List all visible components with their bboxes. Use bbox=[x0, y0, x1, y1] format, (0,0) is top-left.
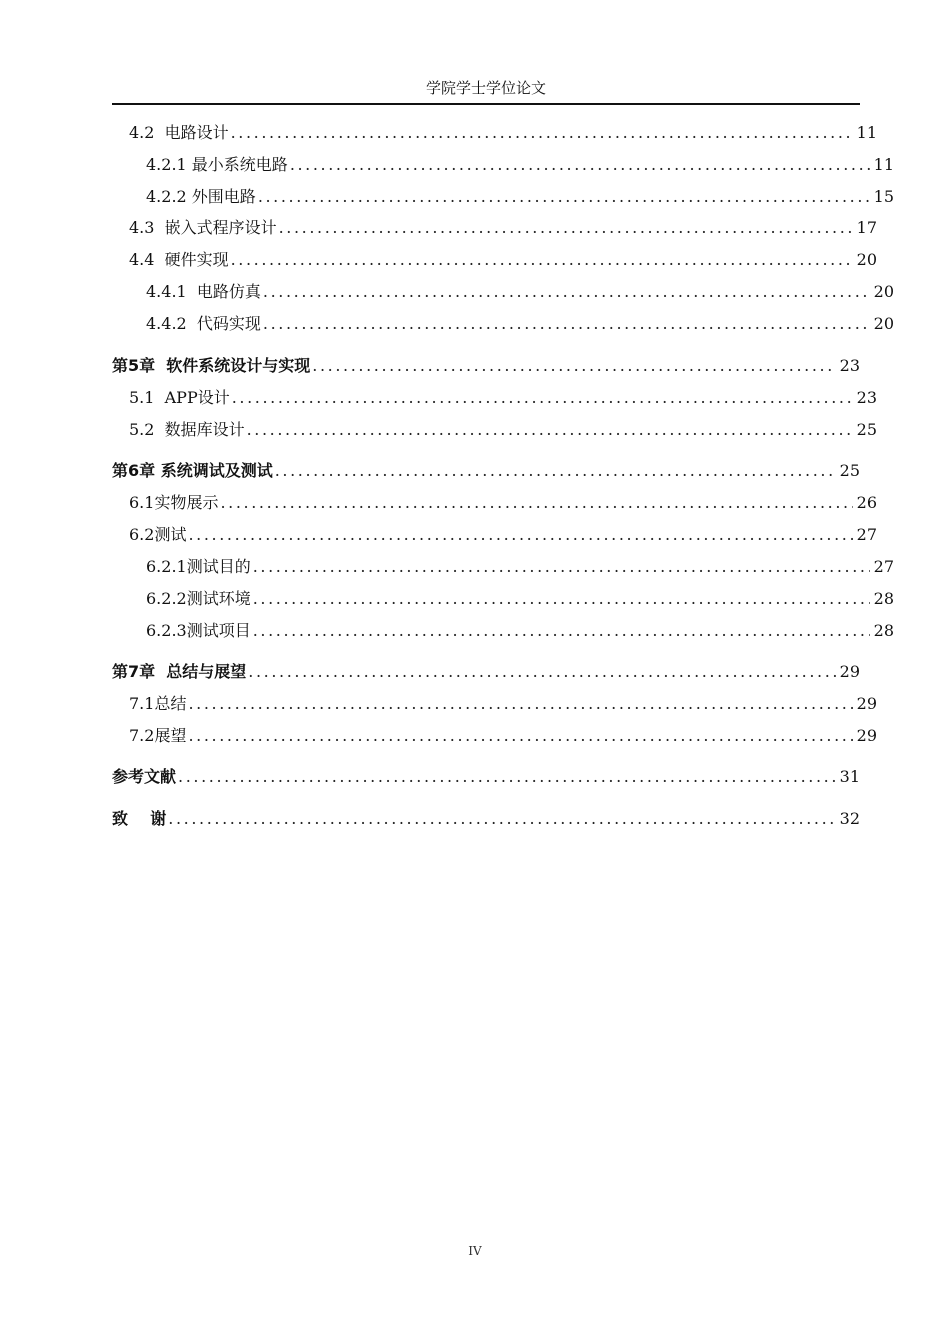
toc-entry[interactable] bbox=[112, 554, 894, 578]
toc-entry-page: 25 bbox=[856, 420, 877, 439]
toc-entry[interactable] bbox=[112, 522, 877, 546]
toc-leader bbox=[258, 186, 870, 208]
toc-entry-label: 5.1 APP设计 bbox=[129, 388, 230, 407]
toc-entry-page: 29 bbox=[856, 726, 877, 745]
toc-entry-label: 4.4 硬件实现 bbox=[129, 250, 229, 269]
toc-entry-label: 6.2.2测试环境 bbox=[146, 589, 251, 608]
toc-entry[interactable] bbox=[112, 618, 894, 642]
toc-entry-label: 第5章 软件系统设计与实现 bbox=[112, 356, 311, 375]
toc-leader bbox=[290, 154, 870, 176]
toc-entry-label: 4.3 嵌入式程序设计 bbox=[129, 218, 277, 237]
toc-chapter-entry[interactable] bbox=[112, 458, 860, 482]
toc-leader bbox=[168, 808, 835, 830]
toc-entry-page: 31 bbox=[839, 767, 860, 786]
toc-entry-label: 4.2.1 最小系统电路 bbox=[146, 155, 288, 174]
toc-entry[interactable] bbox=[112, 385, 877, 409]
toc-entry-label: 参考文献 bbox=[112, 767, 177, 786]
toc-chapter-entry[interactable] bbox=[112, 806, 860, 830]
toc-entry-label: 4.4.2 代码实现 bbox=[146, 314, 261, 333]
toc-entry-page: 27 bbox=[856, 525, 877, 544]
toc-entry-label: 7.1总结 bbox=[129, 694, 187, 713]
toc-leader bbox=[220, 492, 852, 514]
toc-leader bbox=[178, 766, 836, 788]
toc-leader bbox=[231, 249, 853, 271]
toc-entry-page: 23 bbox=[839, 356, 860, 375]
toc-leader bbox=[312, 355, 835, 377]
toc-entry-label: 6.2测试 bbox=[129, 525, 187, 544]
toc-entry-page: 28 bbox=[873, 621, 894, 640]
toc-entry-page: 20 bbox=[873, 282, 894, 301]
toc-leader bbox=[263, 281, 870, 303]
toc-entry[interactable] bbox=[112, 311, 894, 335]
toc-entry-page: 25 bbox=[839, 461, 860, 480]
toc-entry-page: 17 bbox=[856, 218, 877, 237]
toc-entry-page: 32 bbox=[839, 809, 860, 828]
toc-entry-label: 致 谢 bbox=[112, 809, 167, 828]
toc-entry[interactable] bbox=[112, 691, 877, 715]
toc-entry[interactable] bbox=[112, 152, 894, 176]
toc-entry[interactable] bbox=[112, 215, 877, 239]
toc-entry-page: 27 bbox=[873, 557, 894, 576]
toc-entry-label: 4.4.1 电路仿真 bbox=[146, 282, 261, 301]
toc-entry-page: 20 bbox=[856, 250, 877, 269]
toc-entry-label: 4.2.2 外围电路 bbox=[146, 187, 256, 206]
toc-entry-label: 5.2 数据库设计 bbox=[129, 420, 245, 439]
toc-entry-page: 29 bbox=[856, 694, 877, 713]
header-rule bbox=[112, 103, 860, 105]
toc-entry-page: 23 bbox=[856, 388, 877, 407]
toc-entry-label: 第7章 总结与展望 bbox=[112, 662, 247, 681]
toc-entry-label: 4.2 电路设计 bbox=[129, 123, 229, 142]
toc-entry[interactable] bbox=[112, 184, 894, 208]
toc-leader bbox=[188, 524, 852, 546]
toc-entry-page: 29 bbox=[839, 662, 860, 681]
toc-entry-label: 7.2展望 bbox=[129, 726, 187, 745]
toc-leader bbox=[275, 460, 836, 482]
toc-entry-page: 20 bbox=[873, 314, 894, 333]
toc-chapter-entry[interactable] bbox=[112, 659, 860, 683]
toc-chapter-entry[interactable] bbox=[112, 353, 860, 377]
toc-entry[interactable] bbox=[112, 417, 877, 441]
toc-leader bbox=[253, 620, 870, 642]
toc-entry-label: 第6章 系统调试及测试 bbox=[112, 461, 273, 480]
toc-entry[interactable] bbox=[112, 723, 877, 747]
page-number: IV bbox=[468, 1244, 482, 1258]
toc-leader bbox=[188, 725, 852, 747]
toc-entry[interactable] bbox=[112, 490, 877, 514]
toc-leader bbox=[231, 122, 853, 144]
toc-entry-label: 6.2.3测试项目 bbox=[146, 621, 251, 640]
toc-leader bbox=[232, 387, 853, 409]
toc-entry-page: 11 bbox=[856, 123, 877, 142]
toc-entry-page: 15 bbox=[873, 187, 894, 206]
toc-entry[interactable] bbox=[112, 120, 877, 144]
toc-leader bbox=[247, 419, 853, 441]
toc-leader bbox=[253, 556, 870, 578]
toc-leader bbox=[263, 313, 870, 335]
toc-leader bbox=[248, 661, 835, 683]
toc-leader bbox=[188, 693, 852, 715]
toc-entry-page: 28 bbox=[873, 589, 894, 608]
toc-entry[interactable] bbox=[112, 247, 877, 271]
toc-entry-label: 6.1实物展示 bbox=[129, 493, 219, 512]
toc-entry-page: 11 bbox=[873, 155, 894, 174]
toc-leader bbox=[253, 588, 870, 610]
toc-entry[interactable] bbox=[112, 279, 894, 303]
toc-entry-page: 26 bbox=[856, 493, 877, 512]
toc-chapter-entry[interactable] bbox=[112, 764, 860, 788]
toc-entry-label: 6.2.1测试目的 bbox=[146, 557, 251, 576]
toc-entry[interactable] bbox=[112, 586, 894, 610]
toc-leader bbox=[279, 217, 853, 239]
running-header: 学院学士学位论文 bbox=[425, 79, 546, 97]
